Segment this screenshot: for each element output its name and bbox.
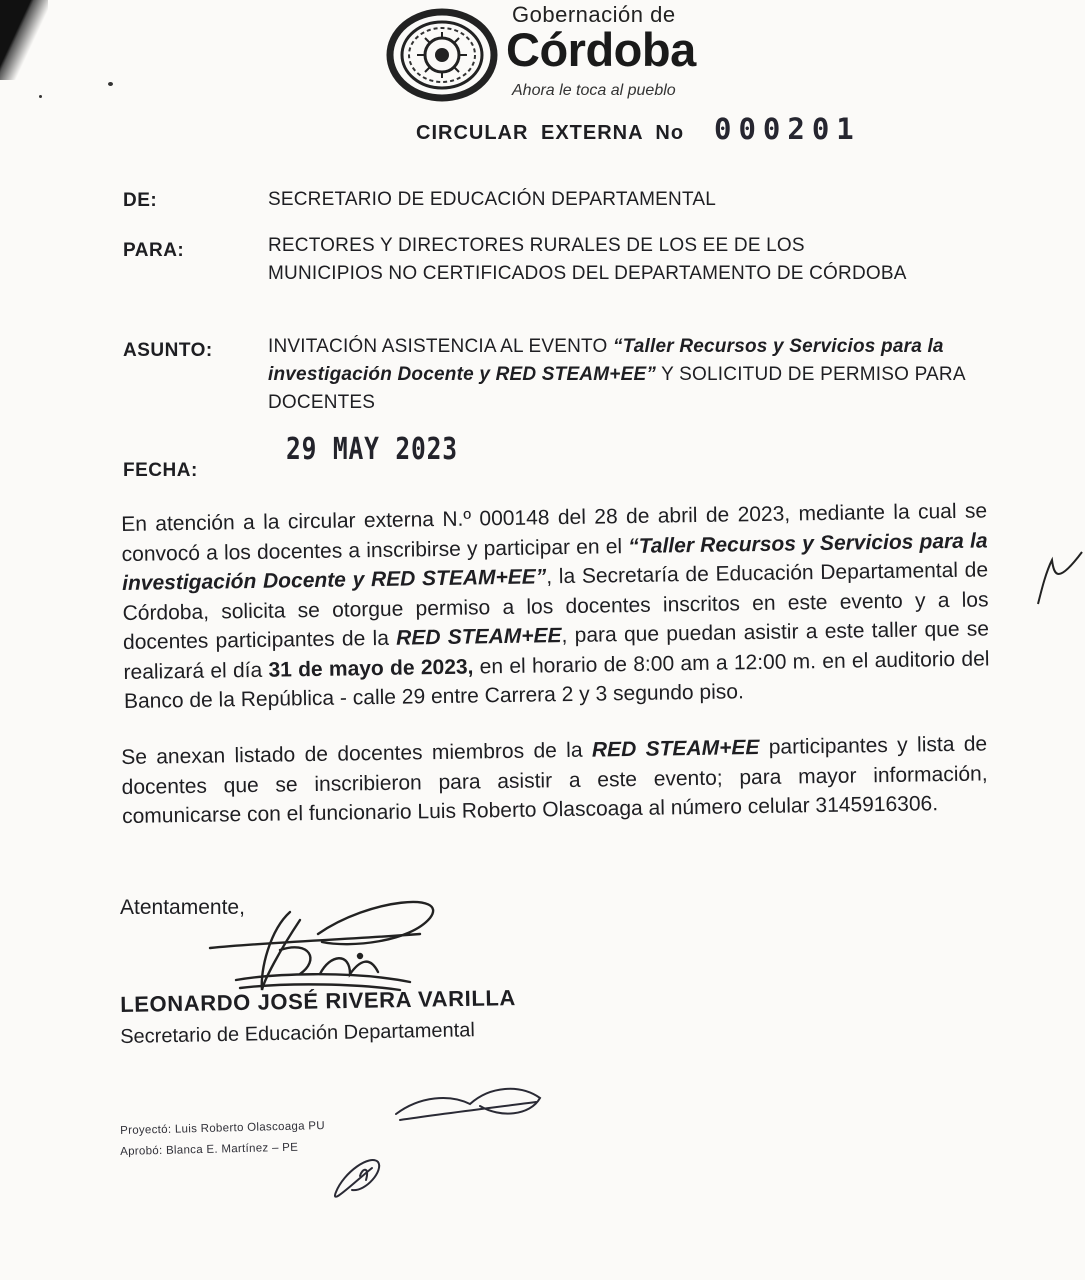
- page-edge-shadow: [0, 0, 48, 80]
- org-top-text: Gobernación de: [512, 2, 676, 27]
- de-value: SECRETARIO DE EDUCACIÓN DEPARTAMENTAL: [268, 189, 716, 210]
- scan-speck: [39, 95, 42, 98]
- signer-title: Secretario de Educación Departamental: [120, 1019, 476, 1048]
- para-label: PARA:: [123, 240, 185, 261]
- event-name-emphasis: “Taller Recursos y Servicios para la investigación Docente y RED STEAM+EE”: [121, 528, 988, 595]
- body-text: , la Secretaría de Educación Departamental de Córdoba, solicita se otorgue permiso a los docentes inscritos en este evento y a los docentes participantes de la: [122, 558, 989, 654]
- margin-checkmark: [1034, 548, 1084, 608]
- event-date-emphasis: 31 de mayo de 2023,: [268, 654, 474, 682]
- body-text: , para que puedan asistir a este taller que se realizará el día: [123, 617, 990, 684]
- closing-salutation: Atentamente,: [120, 896, 245, 919]
- circular-label: CIRCULAR EXTERNA No: [416, 122, 685, 144]
- red-steam-emphasis: RED STEAM+EE: [396, 624, 562, 650]
- body-text: En atención a la circular externa N.º 000148 del 28 de abril de 2023, mediante la cual se convocó a los docentes a inscribirse y participar en el: [121, 499, 988, 566]
- date-stamp: 29 MAY 2023: [286, 432, 458, 467]
- signer-name: LEONARDO JOSÉ RIVERA VARILLA: [120, 985, 517, 1017]
- org-name: Córdoba: [506, 23, 696, 76]
- gobernacion-seal-logo: [386, 8, 498, 102]
- asunto-label: ASUNTO:: [123, 340, 213, 361]
- initials-scribble: [300, 1076, 560, 1206]
- body-text: participantes y lista de docentes que se inscribieron para asistir a este evento; para mayor información, comunicarse con el funcionario Luis Roberto Olascoaga al número celular 3145916306.: [121, 732, 988, 828]
- body-paragraph-2: [121, 729, 988, 831]
- proyecto-line: Proyectó: Luis Roberto Olascoaga PU: [120, 1119, 326, 1137]
- circular-number: 000201: [714, 112, 861, 146]
- scan-speck: [108, 82, 113, 86]
- asunto-prefix: INVITACIÓN ASISTENCIA AL EVENTO: [268, 336, 613, 357]
- asunto-suffix: Y SOLICITUD DE PERMISO PARA DOCENTES: [268, 364, 965, 413]
- fecha-label: FECHA:: [123, 460, 198, 481]
- body-text: Se anexan listado de docentes miembros de la: [121, 738, 593, 769]
- aprobo-line: Aprobó: Blanca E. Martínez – PE: [120, 1141, 299, 1158]
- asunto-event-name: “Taller Recursos y Servicios para la investigación Docente y RED STEAM+EE”: [268, 336, 944, 385]
- body-text: en el horario de 8:00 am a 12:00 m. en el auditorio del Banco de la República - calle 29 entre Carrera 2 y 3 segundo piso.: [123, 646, 990, 713]
- de-label: DE:: [123, 190, 158, 211]
- para-value: RECTORES Y DIRECTORES RURALES DE LOS EE DE LOS MUNICIPIOS NO CERTIFICADOS DEL DEPARTAMENTO DE CÓRDOBA: [268, 235, 907, 284]
- red-steam-emphasis: RED STEAM+EE: [591, 735, 760, 762]
- org-slogan: Ahora le toca al pueblo: [512, 82, 676, 99]
- asunto-value: [268, 333, 982, 417]
- body-paragraph-1: [121, 496, 990, 716]
